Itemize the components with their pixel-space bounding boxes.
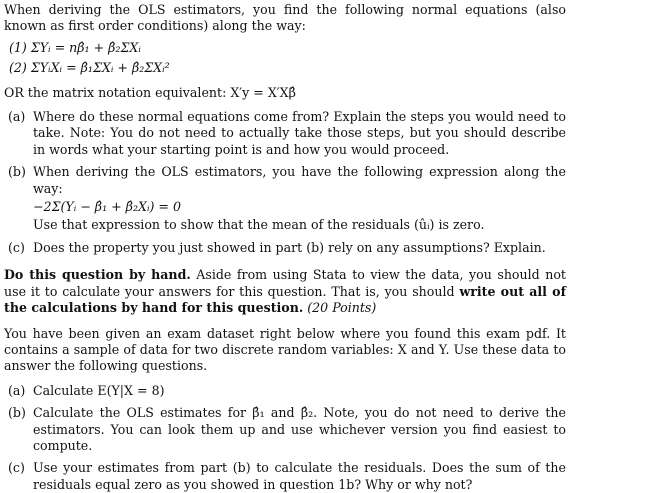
question-1b-expression: −2Σ(Yᵢ − β̂₁ + β̂₂Xᵢ) = 0 — [33, 199, 181, 215]
document-page — [4, 2, 566, 493]
question-1c — [4, 240, 566, 256]
question-2c-text: Use your estimates from part (b) to calculate the residuals. Does the sum of the residuals equal zero as you showed in question 1b? Why or why not? — [33, 460, 566, 492]
question-2c — [4, 460, 566, 493]
matrix-notation-line: OR the matrix notation equivalent: X′y = X′Xβ̂ — [4, 84, 296, 100]
question-2b — [4, 405, 566, 454]
question-1a-label: (a) — [8, 109, 26, 125]
question-1-parts — [4, 109, 566, 256]
instruction-middle: Aside from using Stata to view the data, you should not use it to calculate your answers for this question. That is, you should — [4, 267, 566, 299]
question-2a-label: (a) — [8, 382, 26, 398]
question-1b-text: When deriving the OLS estimators, you have the following expression along the way: — [33, 164, 566, 196]
instruction-paragraph — [4, 267, 566, 316]
instruction-bold-tail: write out all of the calculations by hand for this question. — [4, 283, 566, 316]
question-1c-label: (c) — [8, 239, 25, 255]
question-2b-text: Calculate the OLS estimates for β̂₁ and β̂₂. Note, you do not need to derive the estimators. You can look them up and use whichever version you find easiest to compute. — [33, 405, 566, 453]
question-1a-text: Where do these normal equations come from? Explain the steps you would need to take. Note: You do not need to actually take those steps, but you should describe in words what your starting point is and how you would proceed. — [33, 109, 566, 157]
question-2b-label: (b) — [8, 405, 26, 421]
question-2c-label: (c) — [8, 460, 25, 476]
intro-paragraph: When deriving the OLS estimators, you find the following normal equations (also known as first order conditions) along the way: — [4, 2, 566, 34]
question-1c-text: Does the property you just showed in part (b) rely on any assumptions? Explain. — [33, 239, 546, 255]
instruction-bold-lead: Do this question by hand. — [4, 267, 191, 283]
question-1b-follow: Use that expression to show that the mean of the residuals (ûᵢ) is zero. — [33, 217, 485, 233]
dataset-paragraph: You have been given an exam dataset right below where you found this exam pdf. It contains a sample of data for two discrete random variables: X and Y. Use these data to answer the following questions. — [4, 325, 566, 374]
question-1b-label: (b) — [8, 164, 26, 180]
question-2a — [4, 383, 566, 399]
normal-equation-2: (2) ΣYᵢXᵢ = β̂₁ΣXᵢ + β̂₂ΣXᵢ² — [9, 60, 170, 76]
question-1b — [4, 164, 566, 234]
question-2a-text: Calculate E(Y|X = 8) — [33, 382, 165, 398]
points-label: (20 Points) — [307, 300, 377, 316]
question-1a — [4, 109, 566, 158]
question-2-parts — [4, 383, 566, 493]
normal-equation-1: (1) ΣYᵢ = nβ̂₁ + β̂₂ΣXᵢ — [9, 39, 141, 55]
